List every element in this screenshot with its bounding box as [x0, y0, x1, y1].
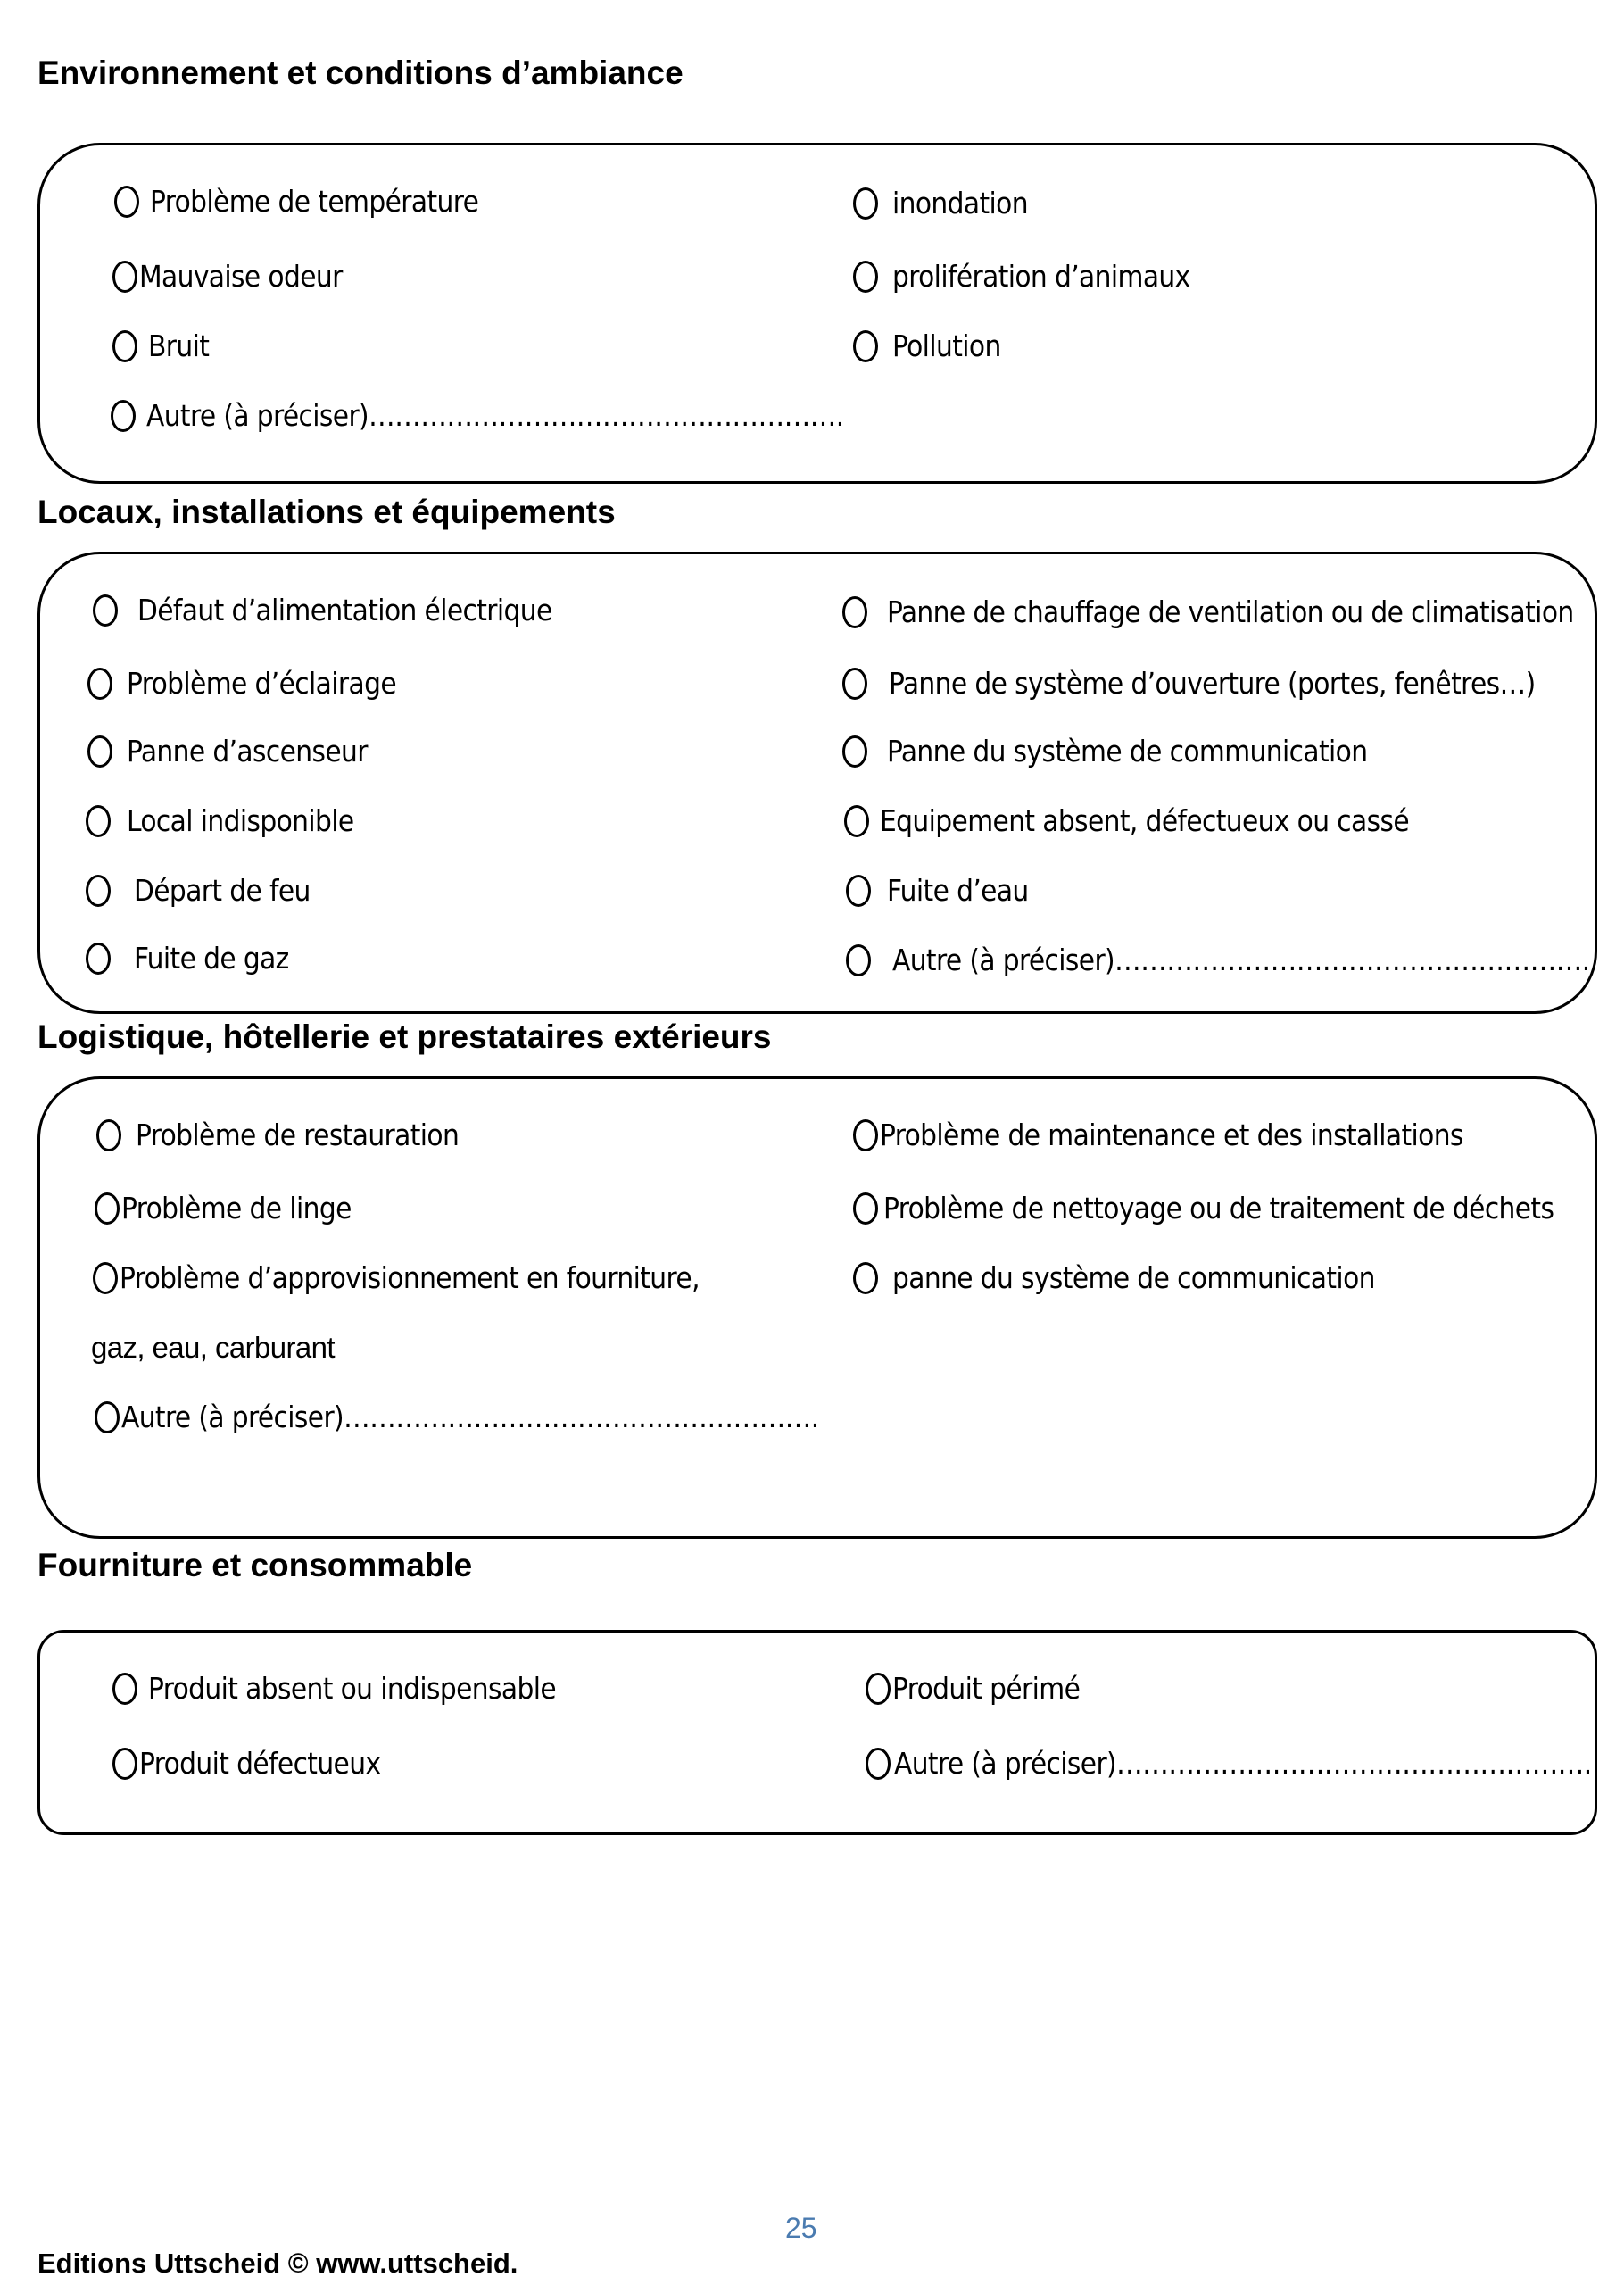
radio-icon[interactable] [86, 943, 111, 975]
option-defaut-alimentation[interactable]: Défaut d’alimentation électrique [93, 593, 552, 628]
option-probleme-maintenance[interactable]: Problème de maintenance et des installations [853, 1118, 1463, 1153]
radio-icon[interactable] [111, 400, 136, 432]
option-probleme-eclairage[interactable]: Problème d’éclairage [87, 666, 396, 702]
option-probleme-nettoyage[interactable]: Problème de nettoyage ou de traitement de déchets [853, 1191, 1554, 1226]
option-equipement-absent[interactable]: Equipement absent, défectueux ou cassé [844, 803, 1409, 839]
radio-icon[interactable] [114, 186, 139, 218]
radio-icon[interactable] [853, 261, 878, 293]
section-title-fourniture: Fourniture et consommable [37, 1547, 473, 1583]
radio-icon[interactable] [112, 261, 137, 293]
radio-icon[interactable] [87, 668, 112, 700]
section-title-logistique: Logistique, hôtellerie et prestataires extérieurs [37, 1018, 772, 1055]
option-autre-fourniture[interactable]: Autre (à préciser)………………………………………………. [866, 1746, 1592, 1782]
option-panne-communication[interactable]: Panne du système de communication [842, 734, 1367, 769]
option-autre-locaux[interactable]: Autre (à préciser)………………………………………………. [846, 943, 1590, 978]
option-panne-communication-logistique[interactable]: panne du système de communication [853, 1260, 1375, 1296]
radio-icon[interactable] [112, 330, 137, 362]
radio-icon[interactable] [853, 1119, 878, 1151]
option-probleme-linge[interactable]: Problème de linge [95, 1191, 352, 1226]
radio-icon[interactable] [93, 1262, 118, 1294]
option-approvisionnement-continuation: gaz, eau, carburant [91, 1331, 335, 1364]
option-bruit[interactable]: Bruit [112, 328, 209, 364]
radio-icon[interactable] [93, 594, 118, 627]
option-fuite-eau[interactable]: Fuite d’eau [846, 873, 1029, 909]
radio-icon[interactable] [853, 1262, 878, 1294]
section-box-fourniture [37, 1630, 1597, 1835]
radio-icon[interactable] [112, 1673, 137, 1705]
radio-icon[interactable] [87, 735, 112, 768]
option-produit-perime[interactable]: Produit périmé [866, 1671, 1080, 1707]
radio-icon[interactable] [96, 1119, 121, 1151]
radio-icon[interactable] [853, 187, 878, 220]
option-autre-environnement[interactable]: Autre (à préciser)………………………………………………. [111, 398, 844, 434]
radio-icon[interactable] [86, 805, 111, 837]
option-mauvaise-odeur[interactable]: Mauvaise odeur [112, 259, 343, 295]
option-produit-absent[interactable]: Produit absent ou indispensable [112, 1671, 556, 1707]
radio-icon[interactable] [95, 1192, 120, 1225]
option-pollution[interactable]: Pollution [853, 328, 1001, 364]
radio-icon[interactable] [842, 596, 867, 628]
section-title-locaux: Locaux, installations et équipements [37, 494, 616, 530]
radio-icon[interactable] [846, 875, 871, 907]
option-probleme-restauration[interactable]: Problème de restauration [96, 1118, 459, 1153]
option-probleme-temperature[interactable]: Problème de température [114, 184, 478, 220]
radio-icon[interactable] [866, 1673, 891, 1705]
page-number: 25 [785, 2212, 817, 2244]
radio-icon[interactable] [842, 668, 867, 700]
option-depart-feu[interactable]: Départ de feu [86, 873, 311, 909]
option-local-indisponible[interactable]: Local indisponible [86, 803, 354, 839]
option-produit-defectueux[interactable]: Produit défectueux [112, 1746, 380, 1782]
option-panne-ouverture[interactable]: Panne de système d’ouverture (portes, fenêtres…) [842, 666, 1536, 702]
footer-publisher: Editions Uttscheid © www.uttscheid. [37, 2248, 518, 2279]
option-autre-logistique[interactable]: Autre (à préciser)………………………………………………. [95, 1400, 819, 1435]
option-probleme-approvisionnement[interactable]: Problème d’approvisionnement en fourniture, [93, 1260, 700, 1296]
radio-icon[interactable] [844, 805, 869, 837]
radio-icon[interactable] [112, 1748, 137, 1780]
radio-icon[interactable] [866, 1748, 891, 1780]
radio-icon[interactable] [842, 735, 867, 768]
radio-icon[interactable] [853, 1192, 878, 1225]
radio-icon[interactable] [846, 944, 871, 976]
radio-icon[interactable] [95, 1401, 120, 1433]
radio-icon[interactable] [853, 330, 878, 362]
option-fuite-gaz[interactable]: Fuite de gaz [86, 941, 289, 976]
option-proliferation-animaux[interactable]: prolifération d’animaux [853, 259, 1190, 295]
section-title-environnement: Environnement et conditions d’ambiance [37, 54, 684, 91]
option-panne-ascenseur[interactable]: Panne d’ascenseur [87, 734, 368, 769]
radio-icon[interactable] [86, 875, 111, 907]
option-panne-chauffage[interactable]: Panne de chauffage de ventilation ou de climatisation [842, 594, 1574, 630]
option-inondation[interactable]: inondation [853, 186, 1028, 221]
